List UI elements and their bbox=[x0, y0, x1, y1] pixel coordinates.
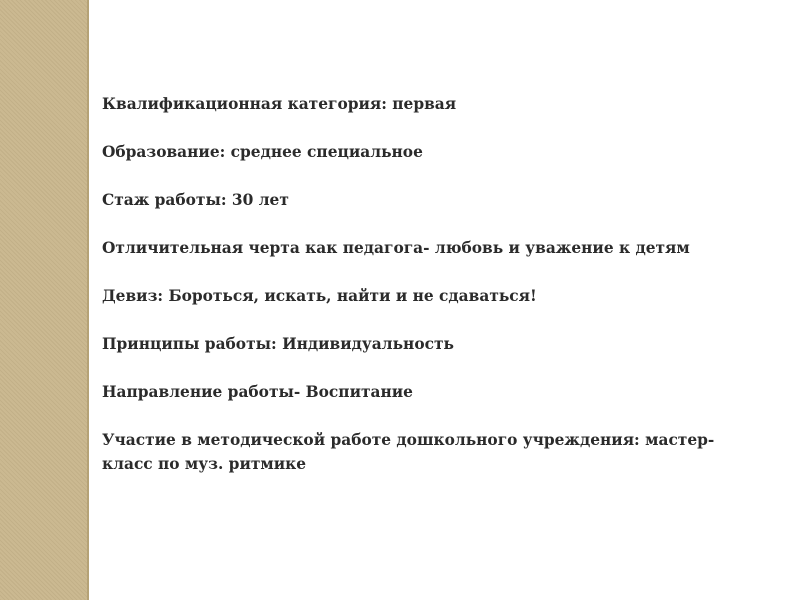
decorative-side-panel bbox=[0, 0, 87, 600]
work-principles-line: Принципы работы: Индивидуальность bbox=[102, 335, 454, 353]
motto-line: Девиз: Бороться, искать, найти и не сдаваться! bbox=[102, 287, 537, 305]
methodical-work-line: Участие в методической работе дошкольного учреждения: мастер-класс по муз. ритмике bbox=[102, 431, 715, 473]
work-direction-line: Направление работы- Воспитание bbox=[102, 383, 413, 401]
education-line: Образование: среднее специальное bbox=[102, 143, 423, 161]
side-panel-border bbox=[87, 0, 89, 600]
qualification-category-line: Квалификационная категория: первая bbox=[102, 95, 457, 113]
slide-content bbox=[102, 92, 742, 500]
work-experience-line: Стаж работы: 30 лет bbox=[102, 191, 289, 209]
distinctive-trait-line: Отличительная черта как педагога- любовь и уважение к детям bbox=[102, 239, 690, 257]
